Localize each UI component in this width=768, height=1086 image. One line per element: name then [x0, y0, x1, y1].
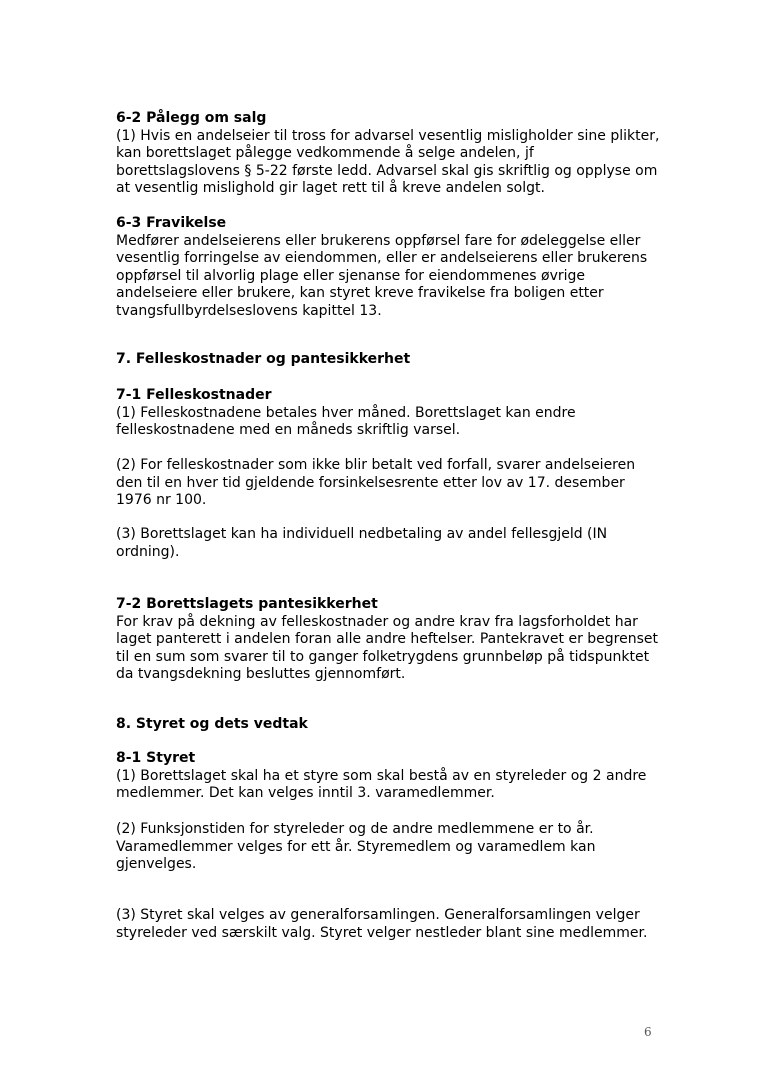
page-number: 6 [644, 1025, 652, 1039]
paragraph: (2) For felleskostnader som ikke blir betalt ved forfall, svarer andelseieren den til en hver tid gjeldende forsinkelsesrente etter lov av 17. desember 1976 nr 100. [116, 457, 636, 508]
section-7-2 [116, 596, 661, 684]
paragraph: (3) Styret skal velges av generalforsamlingen. Generalforsamlingen velger styreleder ved særskilt valg. Styret velger nestleder blant sine medlemmer. [116, 907, 648, 941]
chapter-heading: 8. Styret og dets vedtak [116, 716, 308, 732]
section-8-1-p3 [116, 907, 661, 942]
paragraph: Medfører andelseierens eller brukerens oppførsel fare for ødeleggelse eller vesentlig forringelse av eiendommen, eller er andelseierens eller brukerens oppførsel til alvorlig plage eller sjenanse for eiendommenes øvrige andelseiere eller brukere, kan styret kreve fravikelse fra boligen etter tvangsfullbyrdelseslovens kapittel 13. [116, 232, 648, 319]
chapter-heading: 7. Felleskostnader og pantesikkerhet [116, 351, 411, 367]
section-6-2 [116, 110, 661, 198]
section-7-1-p2 [116, 457, 661, 510]
section-7-1 [116, 387, 661, 440]
paragraph: (1) Hvis en andelseier til tross for advarsel vesentlig misligholder sine plikter, kan borettslaget pålegge vedkommende å selge andelen, jf borettslagslovens § 5-22 første ledd. Advarsel skal gis skriftlig og opplyse om at vesentlig mislighold gir laget rett til å kreve andelen solgt. [116, 127, 660, 196]
paragraph: (3) Borettslaget kan ha individuell nedbetaling av andel fellesgjeld (IN ordning). [116, 526, 608, 560]
chapter-8 [116, 716, 661, 734]
section-heading: 7-2 Borettslagets pantesikkerhet [116, 596, 378, 612]
paragraph: (2) Funksjonstiden for styreleder og de andre medlemmene er to år. Varamedlemmer velges for ett år. Styremedlem og varamedlem kan gjenvelges. [116, 821, 596, 872]
paragraph: (1) Borettslaget skal ha et styre som skal bestå av en styreleder og 2 andre medlemmer. Det kan velges inntil 3. varamedlemmer. [116, 767, 647, 801]
section-heading: 6-2 Pålegg om salg [116, 110, 267, 126]
chapter-7 [116, 351, 661, 369]
section-heading: 8-1 Styret [116, 750, 196, 766]
section-6-3 [116, 215, 661, 320]
paragraph: (1) Felleskostnadene betales hver måned. Borettslaget kan endre felleskostnadene med en måneds skriftlig varsel. [116, 404, 576, 438]
section-8-1-p2 [116, 821, 661, 874]
section-heading: 7-1 Felleskostnader [116, 387, 272, 403]
section-8-1 [116, 750, 661, 803]
paragraph: For krav på dekning av felleskostnader og andre krav fra lagsforholdet har laget panterett i andelen foran alle andre heftelser. Pantekravet er begrenset til en sum som svarer til to ganger folketrygdens grunnbeløp på tidspunktet da tvangsdekning besluttes gjennomført. [116, 613, 659, 682]
section-7-1-p3 [116, 526, 661, 561]
section-heading: 6-3 Fravikelse [116, 215, 227, 231]
